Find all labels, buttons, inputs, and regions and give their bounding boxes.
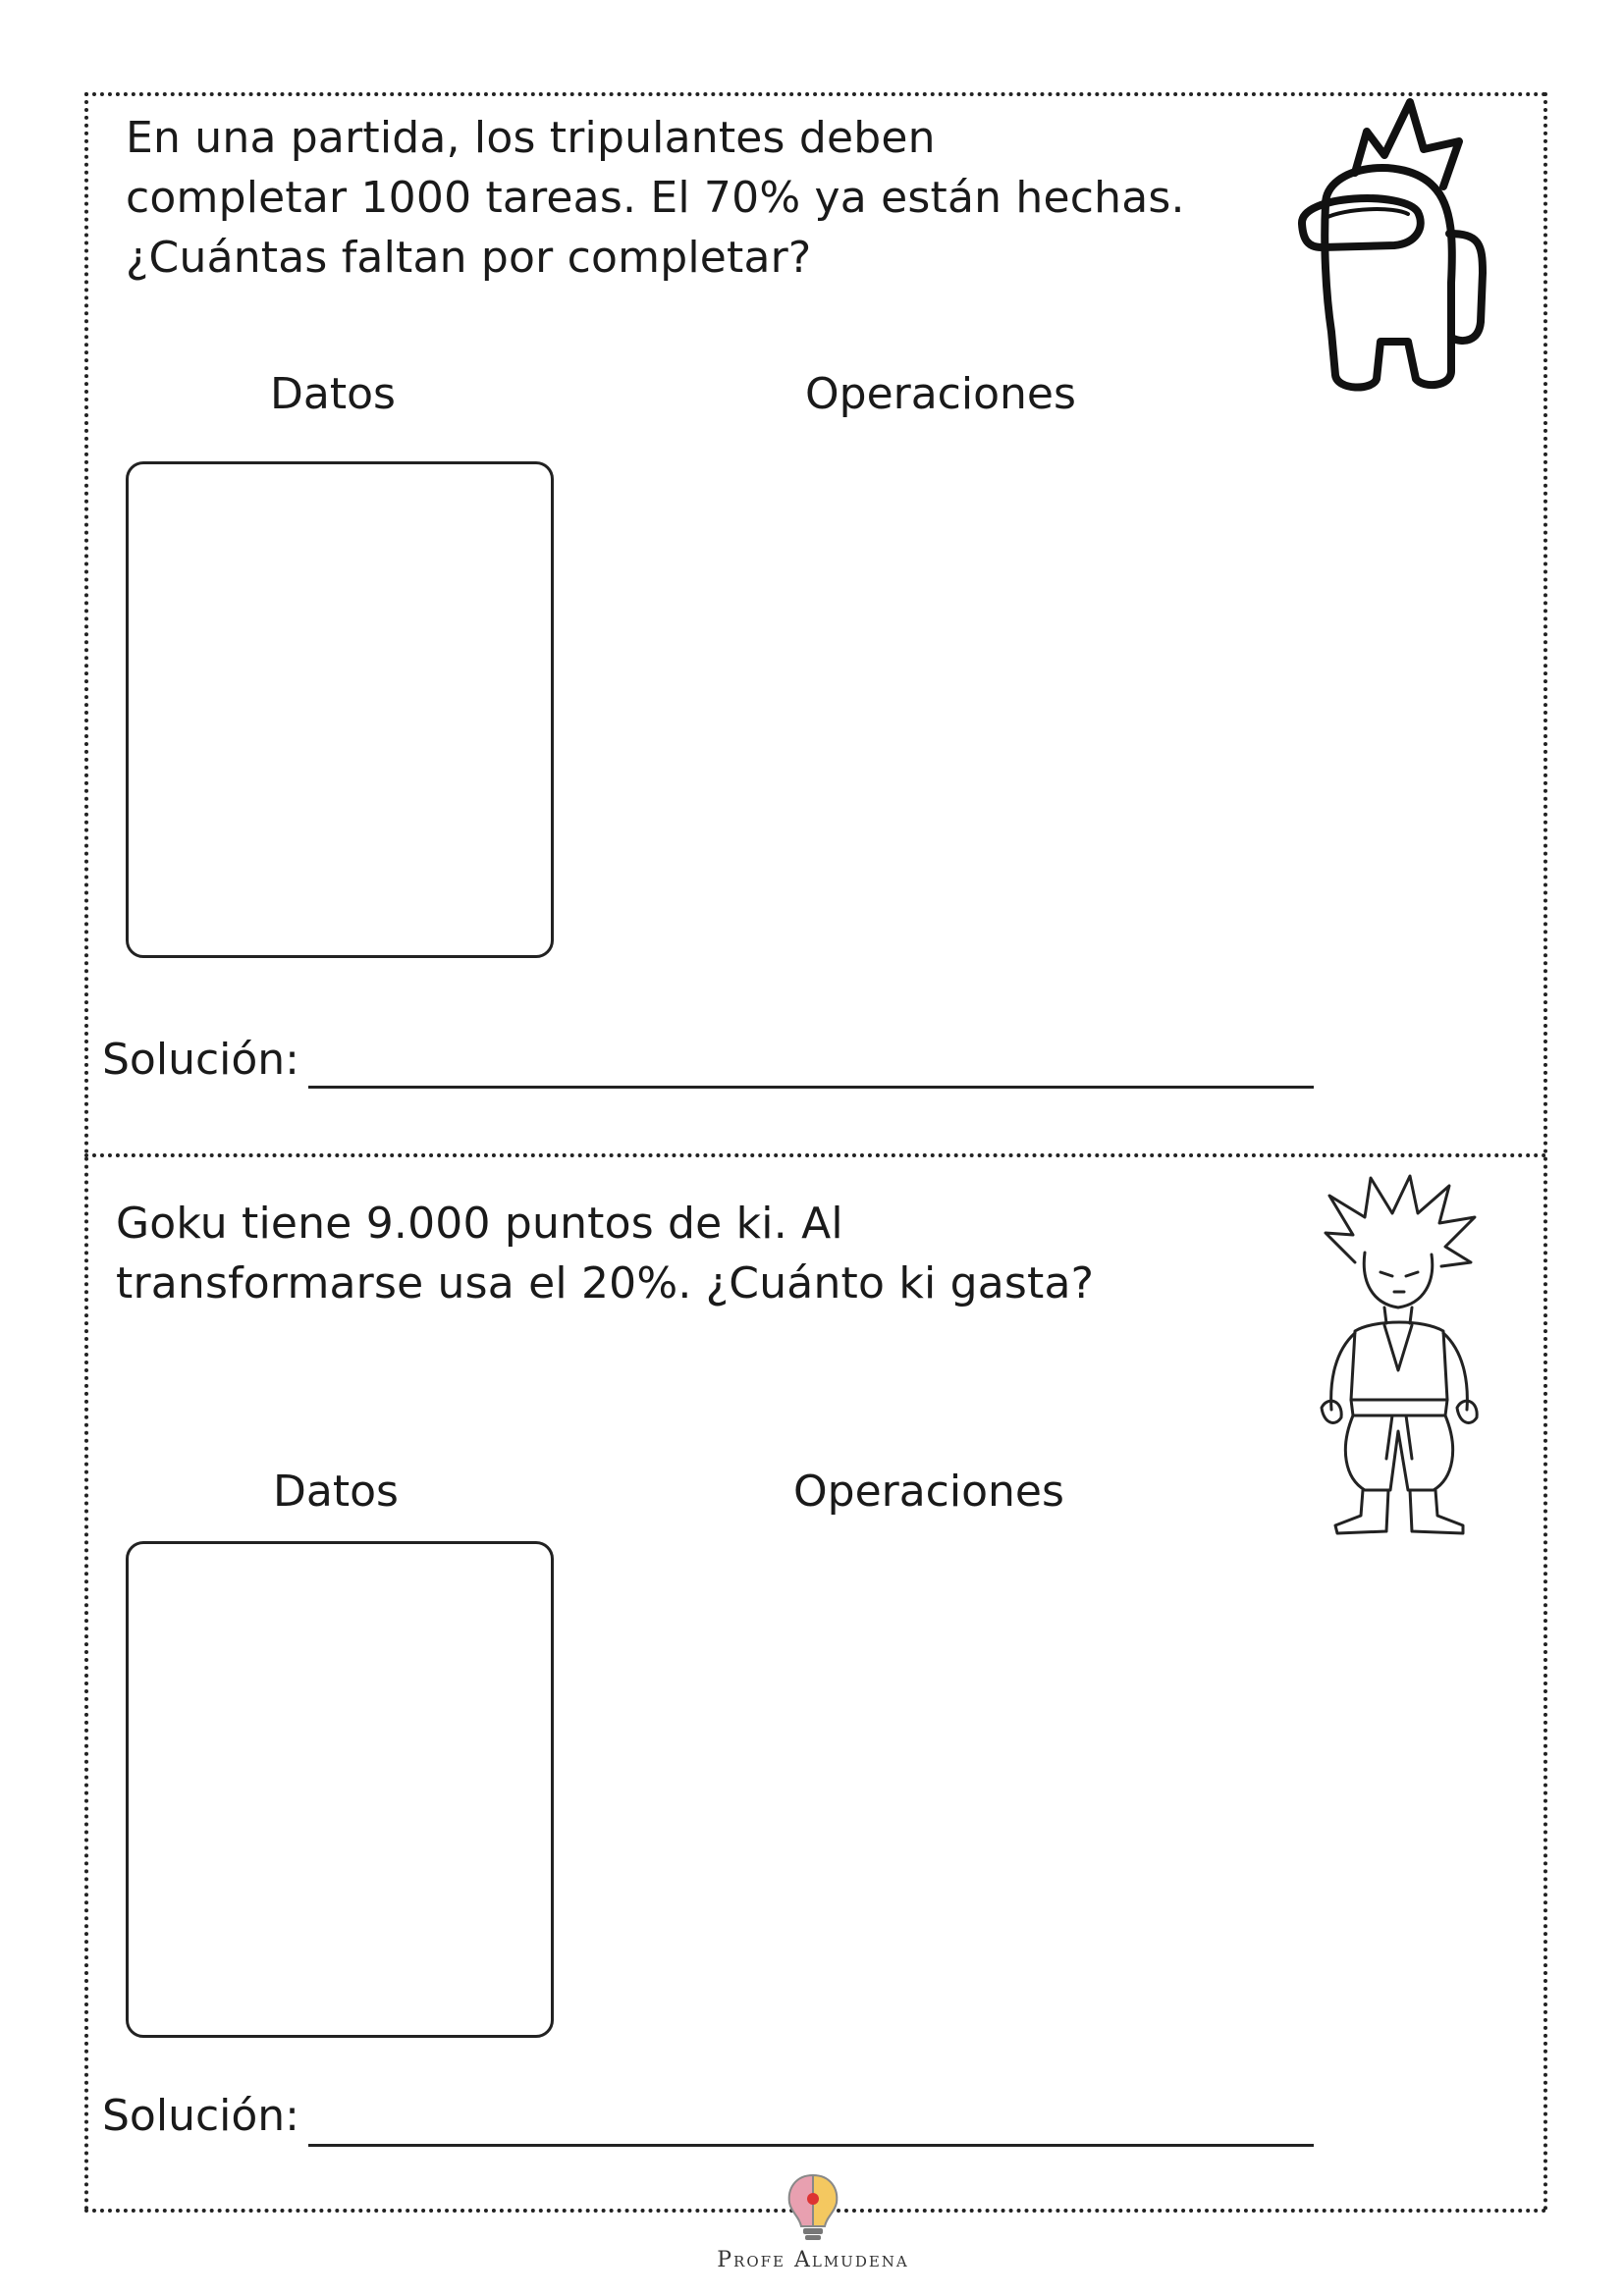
datos-label: Datos bbox=[273, 1467, 399, 1517]
operaciones-label: Operaciones bbox=[793, 1467, 1064, 1517]
operaciones-label: Operaciones bbox=[805, 369, 1076, 419]
footer-brand: Profe Almudena bbox=[717, 2248, 909, 2272]
solucion-label: Solución: bbox=[102, 1035, 300, 1085]
solucion-answer-line[interactable] bbox=[308, 1086, 1314, 1089]
crewmate-with-crown-icon bbox=[1286, 96, 1492, 400]
problem-2-text: Goku tiene 9.000 puntos de ki. Al transformarse usa el 20%. ¿Cuánto ki gasta? bbox=[116, 1199, 1095, 1308]
solucion-answer-line[interactable] bbox=[308, 2144, 1314, 2147]
problem-divider bbox=[84, 1153, 1547, 1157]
datos-label: Datos bbox=[270, 369, 396, 419]
problem-1-text: En una partida, los tripulantes deben completar 1000 tareas. El 70% ya están hechas. ¿Cuántas faltan por completar? bbox=[126, 113, 1185, 283]
goku-character-icon bbox=[1316, 1174, 1483, 1539]
solucion-label: Solución: bbox=[102, 2091, 300, 2141]
datos-answer-box[interactable] bbox=[126, 1541, 554, 2038]
datos-answer-box[interactable] bbox=[126, 461, 554, 958]
lightbulb-brain-icon bbox=[782, 2169, 844, 2244]
